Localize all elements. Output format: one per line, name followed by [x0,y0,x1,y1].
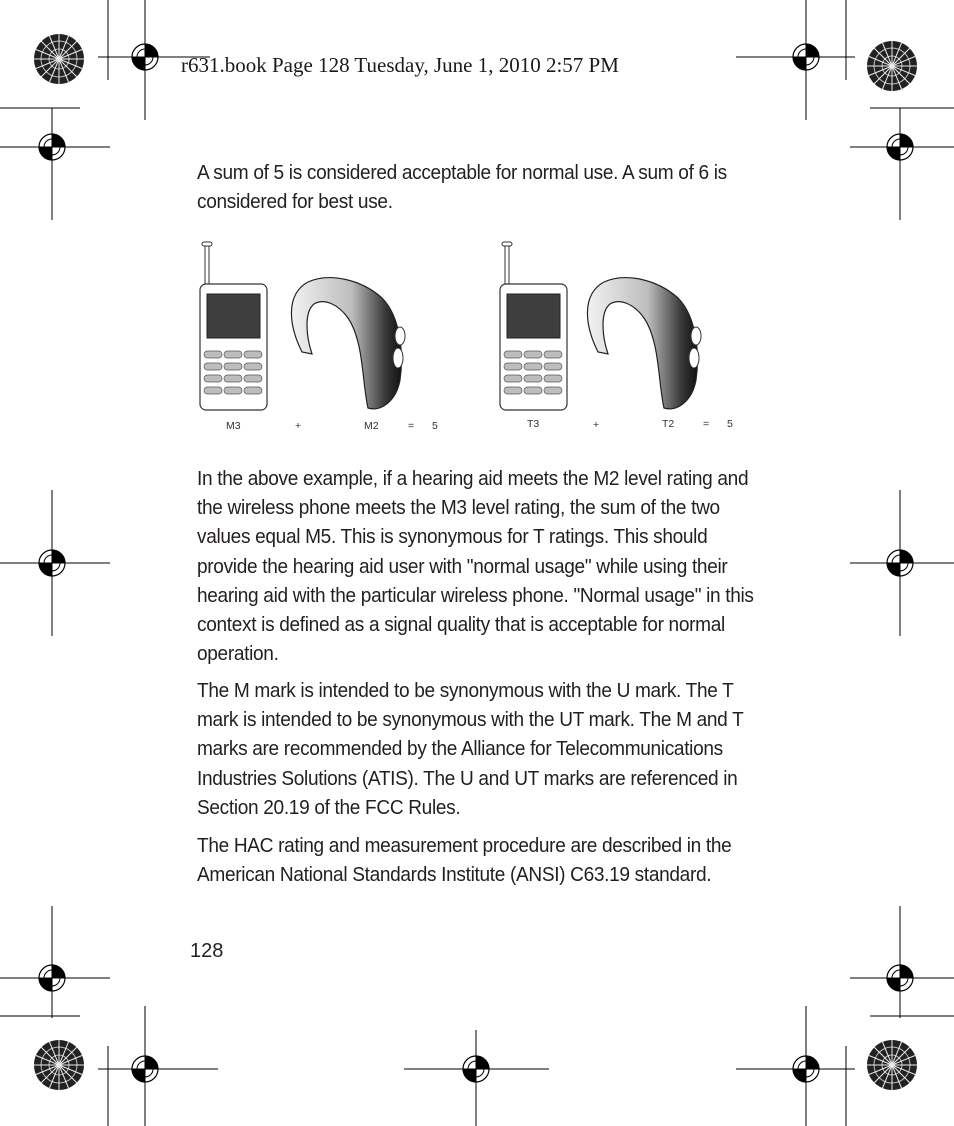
standard-paragraph [197,831,755,889]
right-example-group [500,242,733,431]
equals-sign: = [408,420,415,432]
print-slug: r631.book Page 128 Tuesday, June 1, 2010 2:57 PM [181,53,619,77]
page-number: 128 [190,940,224,962]
aid-rating-label: M2 [364,420,379,432]
text-line: operation. [197,642,279,666]
text-line: The HAC rating and measurement procedure are described in the [197,834,732,857]
text-line: marks are recommended by the Alliance for Telecommunications [197,737,723,761]
text-line: the wireless phone meets the M3 level rating, the sum of the two [197,496,720,520]
text-line: A sum of 5 is considered acceptable for normal use. A sum of 6 is [197,161,727,184]
example-paragraph [197,464,755,668]
text-line: hearing aid with the particular wireless phone. "Normal usage" in this [197,583,754,607]
phone-rating-label: T3 [527,418,540,430]
text-line: values equal M5. This is synonymous for T ratings. This should [197,525,708,549]
text-line: American National Standards Institute (ANSI) C63.19 standard. [197,863,712,887]
phone-rating-label: M3 [226,420,241,432]
hearing-aid-illustration [291,278,405,409]
text-line: Industries Solutions (ATIS). The U and UT marks are referenced in [197,766,738,790]
aid-rating-label: T2 [662,418,675,430]
plus-sign: + [295,420,302,432]
text-line: provide the hearing aid user with "normal usage" while using their [197,554,728,578]
hac-rating-figure [190,232,750,442]
phone-illustration [200,242,267,410]
text-line: considered for best use. [197,190,393,214]
marks-paragraph [197,676,755,822]
plus-sign: + [593,419,600,431]
text-line: Section 20.19 of the FCC Rules. [197,795,461,819]
text-line: In the above example, if a hearing aid meets the M2 level rating and [197,467,749,490]
phone-illustration [500,242,567,410]
left-example-group [200,242,438,432]
sum-value: 5 [727,418,733,430]
hearing-aid-illustration [587,278,701,409]
equals-sign: = [703,418,710,430]
sum-value: 5 [432,420,438,432]
intro-paragraph [197,158,755,216]
text-line: mark is intended to be synonymous with the UT mark. The M and T [197,708,744,732]
text-line: The M mark is intended to be synonymous with the U mark. The T [197,679,734,702]
text-line: context is defined as a signal quality that is acceptable for normal [197,613,725,637]
